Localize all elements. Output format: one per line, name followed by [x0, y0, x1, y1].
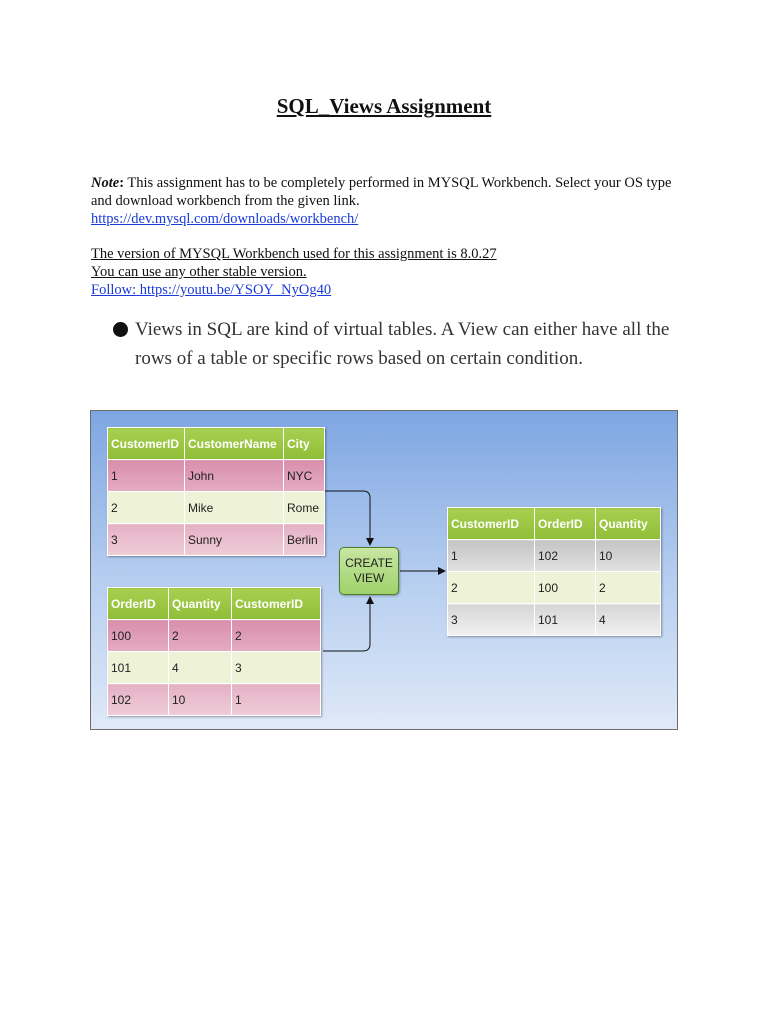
column-header: OrderID	[108, 588, 169, 620]
bullet-dot-icon	[113, 322, 128, 337]
table-row	[108, 492, 325, 524]
orders-to-view-arrow	[323, 597, 370, 651]
create-view-box	[339, 547, 399, 595]
bullet-item	[113, 316, 683, 373]
table-cell: 2	[108, 492, 185, 524]
column-header: City	[284, 428, 325, 460]
column-header: Quantity	[169, 588, 232, 620]
table-row	[108, 524, 325, 556]
column-header: CustomerID	[232, 588, 321, 620]
note-paragraph	[91, 174, 691, 228]
customers-to-view-arrow	[323, 491, 370, 545]
table-cell: 1	[448, 540, 535, 572]
table-row	[448, 540, 661, 572]
customers-table	[107, 427, 325, 556]
bullet-text: Views in SQL are kind of virtual tables. A View can either have all the rows of a table or specific rows based on certain condition.	[135, 319, 670, 369]
youtube-link[interactable]: https://youtu.be/YSOY_NyOg40	[136, 282, 332, 298]
table-cell: 101	[535, 604, 596, 636]
table-cell: Berlin	[284, 524, 325, 556]
version-paragraph	[91, 245, 691, 299]
table-cell: 2	[169, 620, 232, 652]
workbench-download-link[interactable]: https://dev.mysql.com/downloads/workbench/	[91, 211, 359, 227]
table-cell: 102	[108, 684, 169, 716]
table-cell: 2	[448, 572, 535, 604]
note-separator: :	[119, 175, 125, 191]
table-row	[108, 684, 321, 716]
note-text: This assignment has to be completely performed in MYSQL Workbench. Select your OS type and download workbench from the given link.	[91, 175, 672, 209]
table-header-row	[108, 588, 321, 620]
table-cell: 1	[108, 460, 185, 492]
column-header: Quantity	[596, 508, 661, 540]
sql-view-diagram	[90, 410, 678, 730]
table-row	[108, 620, 321, 652]
table-cell: 101	[108, 652, 169, 684]
page-title: SQL_Views Assignment	[276, 94, 492, 118]
table-header-row	[448, 508, 661, 540]
follow-line	[91, 282, 331, 298]
table-cell: 102	[535, 540, 596, 572]
table-row	[108, 652, 321, 684]
table-cell: 3	[232, 652, 321, 684]
version-line: The version of MYSQL Workbench used for this assignment is 8.0.27	[91, 246, 497, 262]
column-header: CustomerID	[108, 428, 185, 460]
table-cell: 3	[108, 524, 185, 556]
result-view-table	[447, 507, 661, 636]
table-cell: John	[185, 460, 284, 492]
table-cell: 2	[232, 620, 321, 652]
create-view-label-line1: CREATE	[345, 556, 393, 570]
stable-version-line: You can use any other stable version.	[91, 264, 307, 280]
table-cell: NYC	[284, 460, 325, 492]
table-cell: 1	[232, 684, 321, 716]
orders-table	[107, 587, 321, 716]
table-cell: Mike	[185, 492, 284, 524]
table-row	[448, 604, 661, 636]
table-cell: Sunny	[185, 524, 284, 556]
table-row	[448, 572, 661, 604]
column-header: CustomerName	[185, 428, 284, 460]
follow-label: Follow:	[91, 282, 137, 298]
table-row	[108, 460, 325, 492]
table-cell: 100	[535, 572, 596, 604]
table-cell: 4	[169, 652, 232, 684]
table-header-row	[108, 428, 325, 460]
table-cell: 100	[108, 620, 169, 652]
table-cell: 3	[448, 604, 535, 636]
column-header: OrderID	[535, 508, 596, 540]
table-cell: 2	[596, 572, 661, 604]
note-label: Note	[91, 175, 120, 191]
table-cell: 4	[596, 604, 661, 636]
create-view-label-line2: VIEW	[353, 571, 385, 585]
table-cell: 10	[169, 684, 232, 716]
column-header: CustomerID	[448, 508, 535, 540]
table-cell: 10	[596, 540, 661, 572]
table-cell: Rome	[284, 492, 325, 524]
